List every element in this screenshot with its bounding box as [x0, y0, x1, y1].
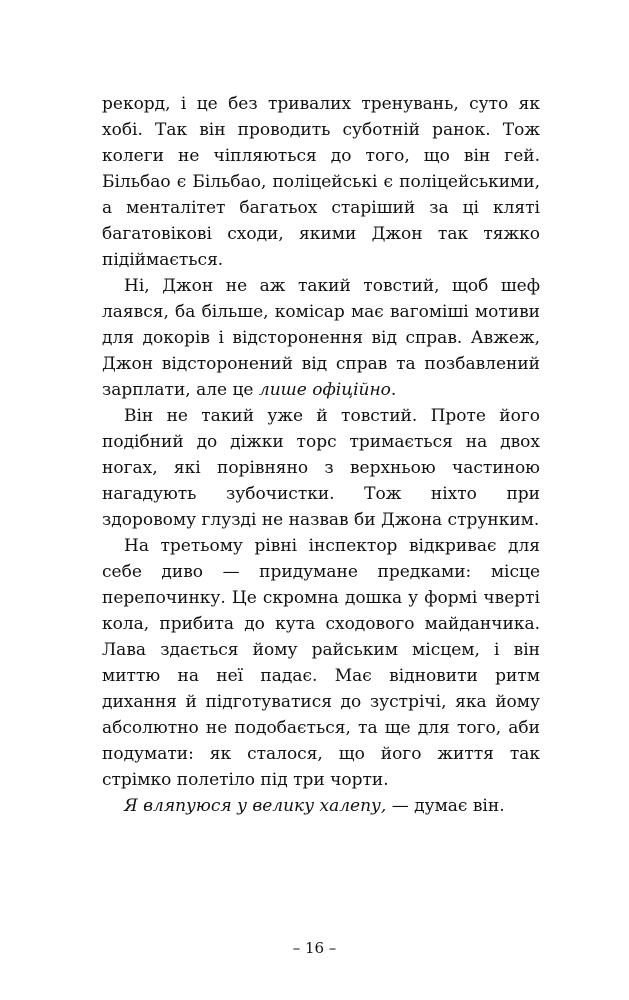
paragraph-1 [102, 91, 540, 273]
paragraph-5-italic: Я вляпуюся у велику халепу, [124, 796, 387, 816]
paragraph-2 [102, 273, 540, 403]
paragraph-3-text: Він не такий уже й товстий. Проте його подібний до діжки торс тримається на двох ногах, які порівняно з верхньою частиною нагадують зубочистки. Тож ніхто при здоровому глузді не назвав би Джона струнким. [102, 406, 540, 530]
page-number: – 16 – [292, 939, 337, 957]
paragraph-4 [102, 533, 540, 793]
paragraph-2-text: Ні, Джон не аж такий товстий, щоб шеф лаявся, ба більше, комісар має вагоміші мотиви для докорів і відсторонення від справ. Авжеж, Джон відсторонений від справ та позбавлений зарплати, але це [102, 276, 540, 400]
paragraph-4-text: На третьому рівні інспектор відкриває для себе диво — придумане предками: місце перепочинку. Це скромна дошка у формі чверті кола, прибита до кута сходового майданчика. Лава здається йому райським місцем, і він миттю на неї падає. Має відновити ритм дихання й підготуватися до зустрічі, яка йому абсолютно не подобається, та ще для того, аби подумати: як сталося, що його життя так стрімко полетіло під три чорти. [102, 536, 540, 790]
paragraph-5-tail: — думає він. [386, 796, 505, 816]
paragraph-1-text: рекорд, і це без тривалих тренувань, суто як хобі. Так він проводить суботній ранок. Тож колеги не чіпляються до того, що він гей. Більбао є Більбао, поліцейські є поліцейськими, а менталітет багатьох старіший за ці кляті багатовікові сходи, якими Джон так тяжко підіймається. [102, 94, 540, 270]
paragraph-2-italic: лише офіційно [258, 380, 391, 400]
paragraph-5 [102, 793, 540, 819]
paragraph-3 [102, 403, 540, 533]
body-text [102, 91, 540, 819]
paragraph-2-tail: . [390, 380, 397, 400]
